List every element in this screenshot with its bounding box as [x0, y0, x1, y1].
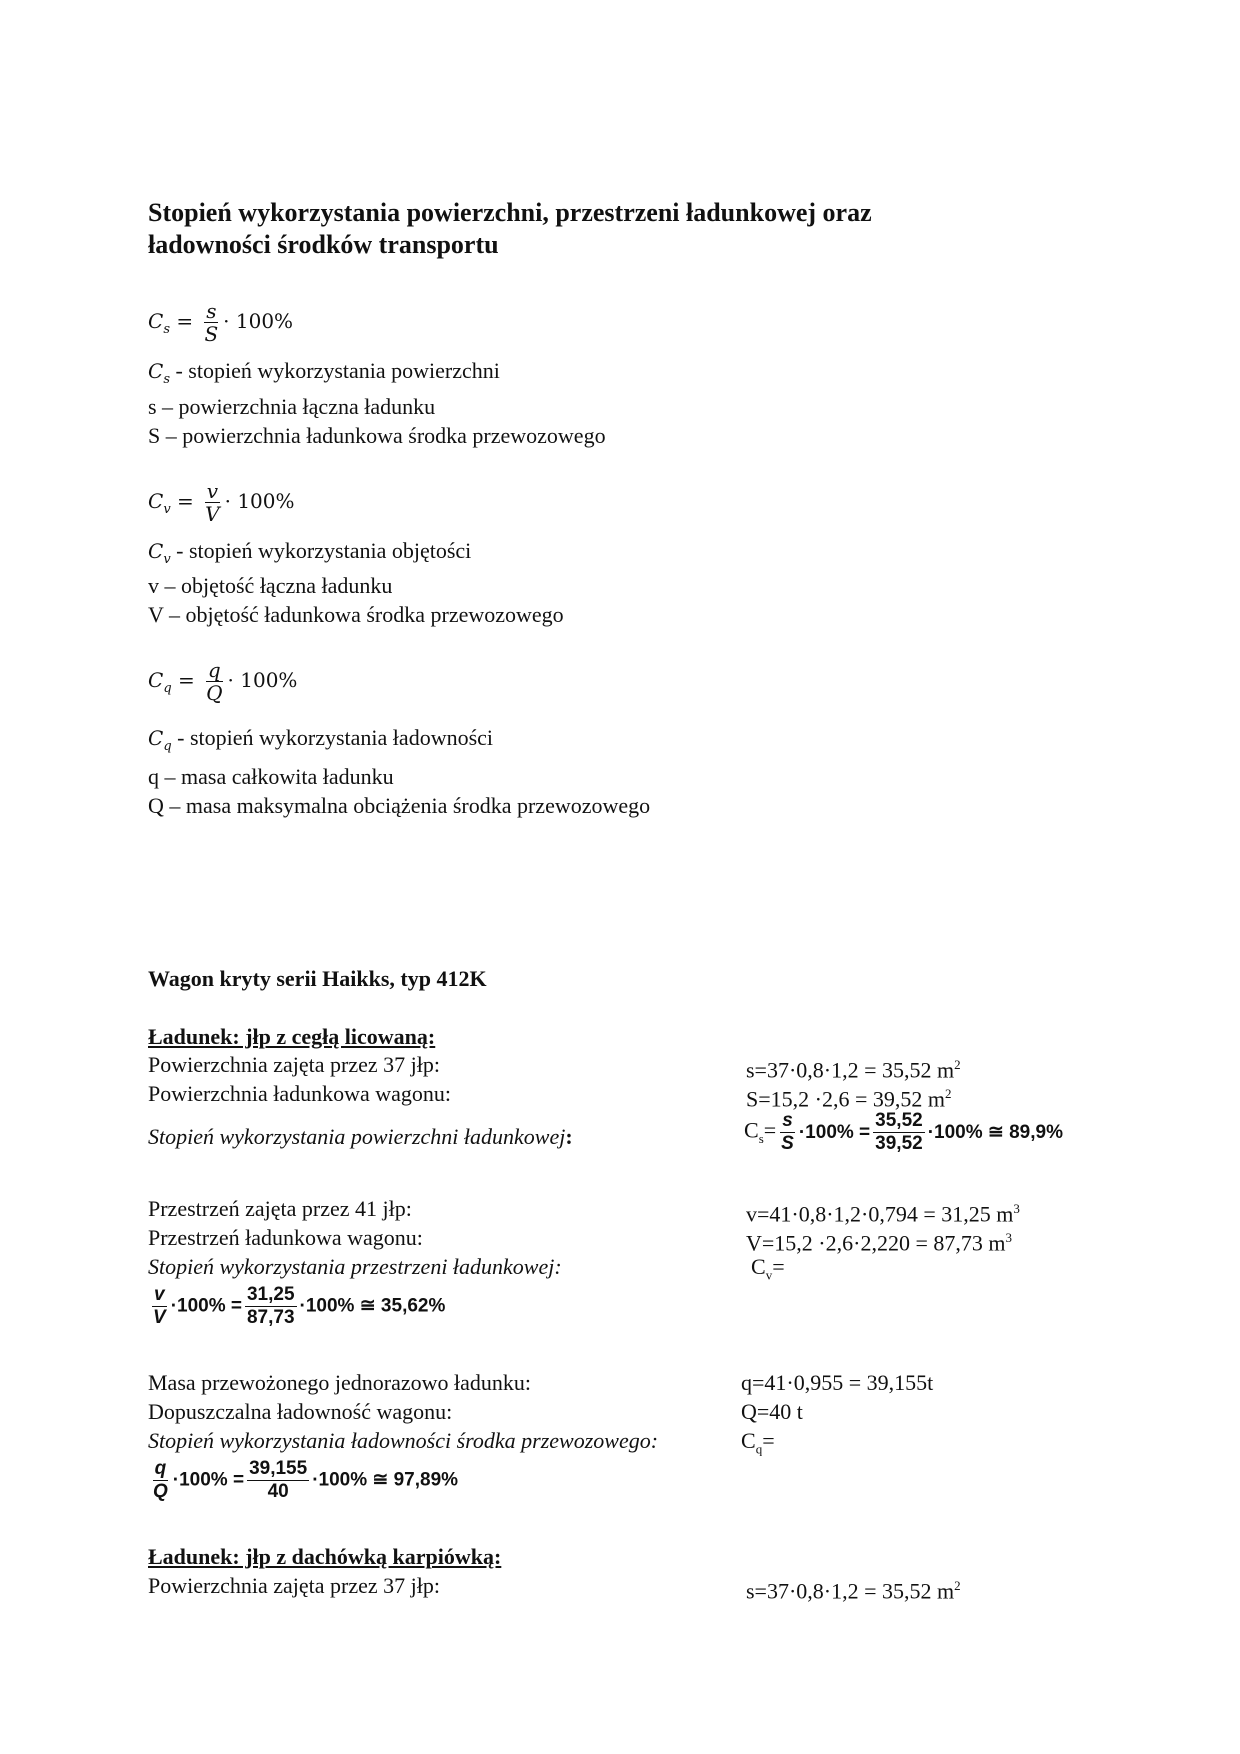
row-value: s=37·0,8·1,2 = 35,52 $m^2$ [746, 1578, 961, 1604]
row-value: V=15,2 ·2,6·2,220 = 87,73 $m^3$ [746, 1230, 1012, 1256]
cv-symbol: $C_v=$ [751, 1254, 785, 1283]
row-label: Przestrzeń ładunkowa wagonu: [148, 1225, 423, 1250]
row-label: Stopień wykorzystania ładowności środka przewozowego: [148, 1428, 659, 1453]
def-q: q – masa całkowita ładunku [148, 764, 394, 789]
def-s: s – powierzchnia łączna ładunku [148, 394, 436, 419]
row-label: Powierzchnia zajęta przez 37 jłp: [148, 1573, 440, 1598]
row-value: S=15,2 ·2,6 = 39,52 $m^2$ [746, 1086, 952, 1112]
cv-calculation: $\frac{v}{V}$ ·100% = $\frac{31,25}{87,73}$ ·100% ≅ 35,62% [153, 1284, 446, 1328]
cq-symbol: $C_q=$ [741, 1428, 775, 1457]
cs-description: $C_s$ - stopień wykorzystania powierzchni [148, 358, 500, 387]
cq-calculation: $\frac{q}{Q}$ ·100% = $\frac{39,155}{40}$ ·100% ≅ 97,89% [153, 1458, 459, 1502]
row-value: Q=40 t [741, 1399, 803, 1424]
def-S: S – powierzchnia ładunkowa środka przewozowego [148, 423, 606, 448]
cs-calculation: $C_s=$ $\frac{s}{S}$ ·100% = $\frac{35,52}{39,52}$ ·100% ≅ 89,9% [744, 1110, 1063, 1154]
page-title-line1: Stopień wykorzystania powierzchni, przestrzeni ładunkowej oraz [148, 198, 872, 227]
def-V: V – objętość ładunkowa środka przewozowego [148, 602, 564, 627]
load2-heading: Ładunek: jłp z dachówką karpiówką: [148, 1544, 502, 1569]
formula-cq: $C_q$ = $\frac{q}{Q}$ · 100% [148, 658, 298, 705]
wagon-heading: Wagon kryty serii Haikks, typ 412K [148, 966, 487, 991]
formula-cs: $C_s$ = $\frac{s}{S}$ · 100% [148, 299, 294, 346]
row-label: Powierzchnia ładunkowa wagonu: [148, 1081, 452, 1106]
row-label: Dopuszczalna ładowność wagonu: [148, 1399, 453, 1424]
formula-cv: $C_v$ = $\frac{v}{V}$ · 100% [148, 479, 295, 526]
row-value: q=41·0,955 = 39,155t [741, 1370, 934, 1395]
def-Q: Q – masa maksymalna obciążenia środka przewozowego [148, 793, 651, 818]
row-label: Powierzchnia zajęta przez 37 jłp: [148, 1052, 440, 1077]
cv-description: $C_v$ - stopień wykorzystania objętości [148, 538, 472, 567]
page-title-line2: ładowności środków transportu [148, 230, 499, 259]
row-label: Przestrzeń zajęta przez 41 jłp: [148, 1196, 412, 1221]
load1-heading: Ładunek: jłp z cegłą licowaną: [148, 1024, 436, 1049]
row-label: Masa przewożonego jednorazowo ładunku: [148, 1370, 532, 1395]
row-label: Stopień wykorzystania powierzchni ładunkowej: [148, 1124, 573, 1149]
cq-description: $C_q$ - stopień wykorzystania ładowności [148, 725, 494, 754]
row-value: s=37·0,8·1,2 = 35,52 $m^2$ [746, 1057, 961, 1083]
row-value: v=41·0,8·1,2·0,794 = 31,25 $m^3$ [746, 1201, 1020, 1227]
def-v: v – objętość łączna ładunku [148, 573, 393, 598]
row-label: Stopień wykorzystania przestrzeni ładunkowej: [148, 1254, 562, 1279]
